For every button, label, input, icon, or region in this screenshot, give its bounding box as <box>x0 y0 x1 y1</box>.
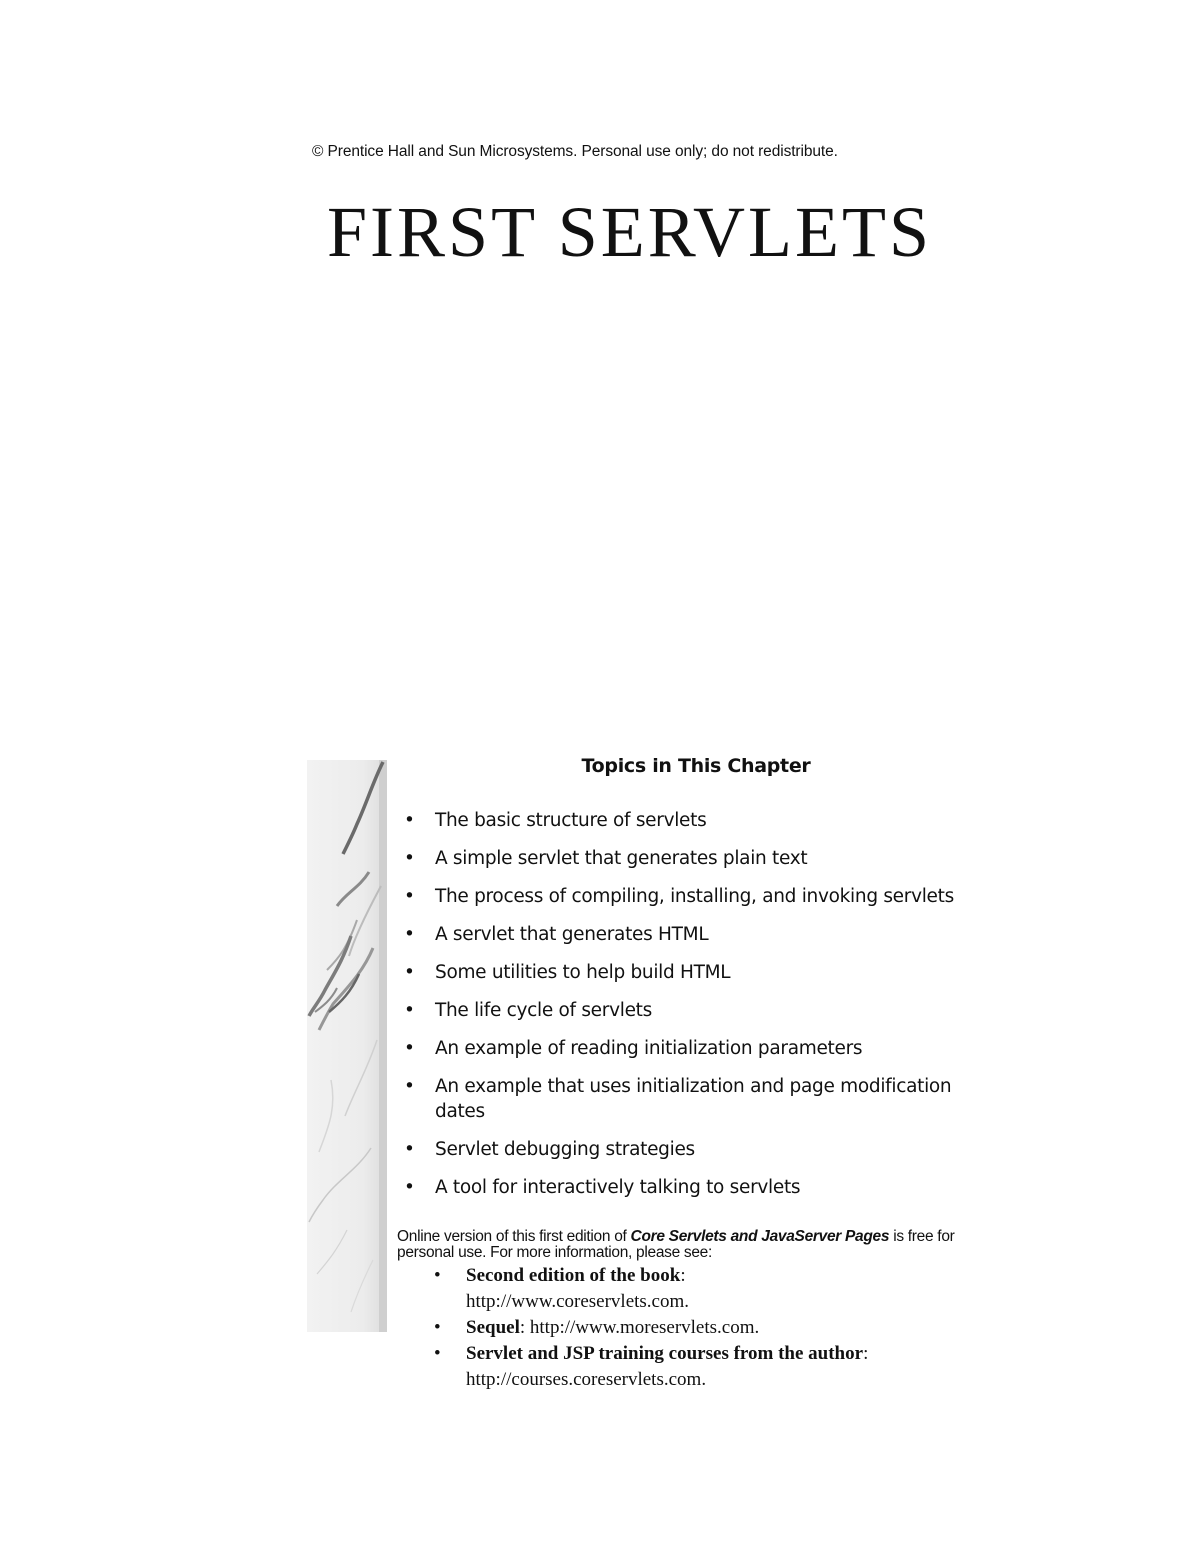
chapter-title: FIRST SERVLETS <box>327 192 933 272</box>
copyright-notice: © Prentice Hall and Sun Microsystems. Personal use only; do not redistribute. <box>312 143 838 160</box>
bullet-icon: • <box>404 962 415 983</box>
list-item <box>400 1074 1000 1124</box>
bullet-icon: • <box>404 1177 415 1198</box>
note-prefix: Online version of this first edition of <box>397 1228 631 1245</box>
list-item <box>400 960 1000 985</box>
list-item <box>400 1036 1000 1061</box>
link-separator: : <box>680 1265 686 1286</box>
topics-list <box>400 808 1000 1213</box>
bullet-icon: • <box>404 924 415 945</box>
list-item <box>400 808 1000 833</box>
bullet-icon: • <box>404 1000 415 1021</box>
topic-text: A tool for interactively talking to servlets <box>435 1177 801 1198</box>
note-suffix: is free for personal use. For more information, please see: <box>397 1228 955 1261</box>
book-title: Core Servlets and JavaServer Pages <box>630 1228 890 1245</box>
bullet-icon: • <box>404 886 415 907</box>
topic-text: A simple servlet that generates plain text <box>435 848 808 869</box>
topics-heading: Topics in This Chapter <box>581 755 811 777</box>
list-item <box>430 1341 1010 1393</box>
link-label: Second edition of the book <box>466 1265 681 1286</box>
topic-text: Servlet debugging strategies <box>435 1139 695 1160</box>
list-item <box>400 846 1000 871</box>
bullet-icon: • <box>404 848 415 869</box>
topic-text: An example of reading initialization parameters <box>435 1038 863 1059</box>
resource-links-list <box>430 1263 1010 1393</box>
topic-text: Some utilities to help build HTML <box>435 962 731 983</box>
link-label: Sequel <box>466 1317 520 1338</box>
link-label: Servlet and JSP training courses from the author <box>466 1343 864 1364</box>
list-item <box>400 1137 1000 1162</box>
list-item <box>430 1315 1010 1341</box>
marble-decoration <box>307 760 387 1332</box>
topic-text: An example that uses initialization and page modification dates <box>435 1076 952 1122</box>
list-item <box>400 1175 1000 1200</box>
list-item <box>400 884 1000 909</box>
online-edition-note <box>397 1229 1009 1261</box>
bullet-icon: • <box>434 1343 441 1364</box>
bullet-icon: • <box>404 1076 415 1097</box>
link-separator: : <box>519 1317 530 1338</box>
bullet-icon: • <box>434 1265 441 1286</box>
topic-text: A servlet that generates HTML <box>435 924 709 945</box>
bullet-icon: • <box>404 1139 415 1160</box>
topic-text: The process of compiling, installing, and invoking servlets <box>435 886 954 907</box>
topic-text: The life cycle of servlets <box>435 1000 652 1021</box>
list-item <box>400 998 1000 1023</box>
link-url[interactable]: http://www.coreservlets.com. <box>466 1291 690 1312</box>
topic-text: The basic structure of servlets <box>435 810 707 831</box>
link-url[interactable]: http://www.moreservlets.com. <box>529 1317 760 1338</box>
list-item <box>430 1263 1010 1315</box>
bullet-icon: • <box>404 1038 415 1059</box>
bullet-icon: • <box>434 1317 441 1338</box>
bullet-icon: • <box>404 810 415 831</box>
link-separator: : <box>863 1343 869 1364</box>
link-url[interactable]: http://courses.coreservlets.com. <box>466 1369 707 1390</box>
list-item <box>400 922 1000 947</box>
